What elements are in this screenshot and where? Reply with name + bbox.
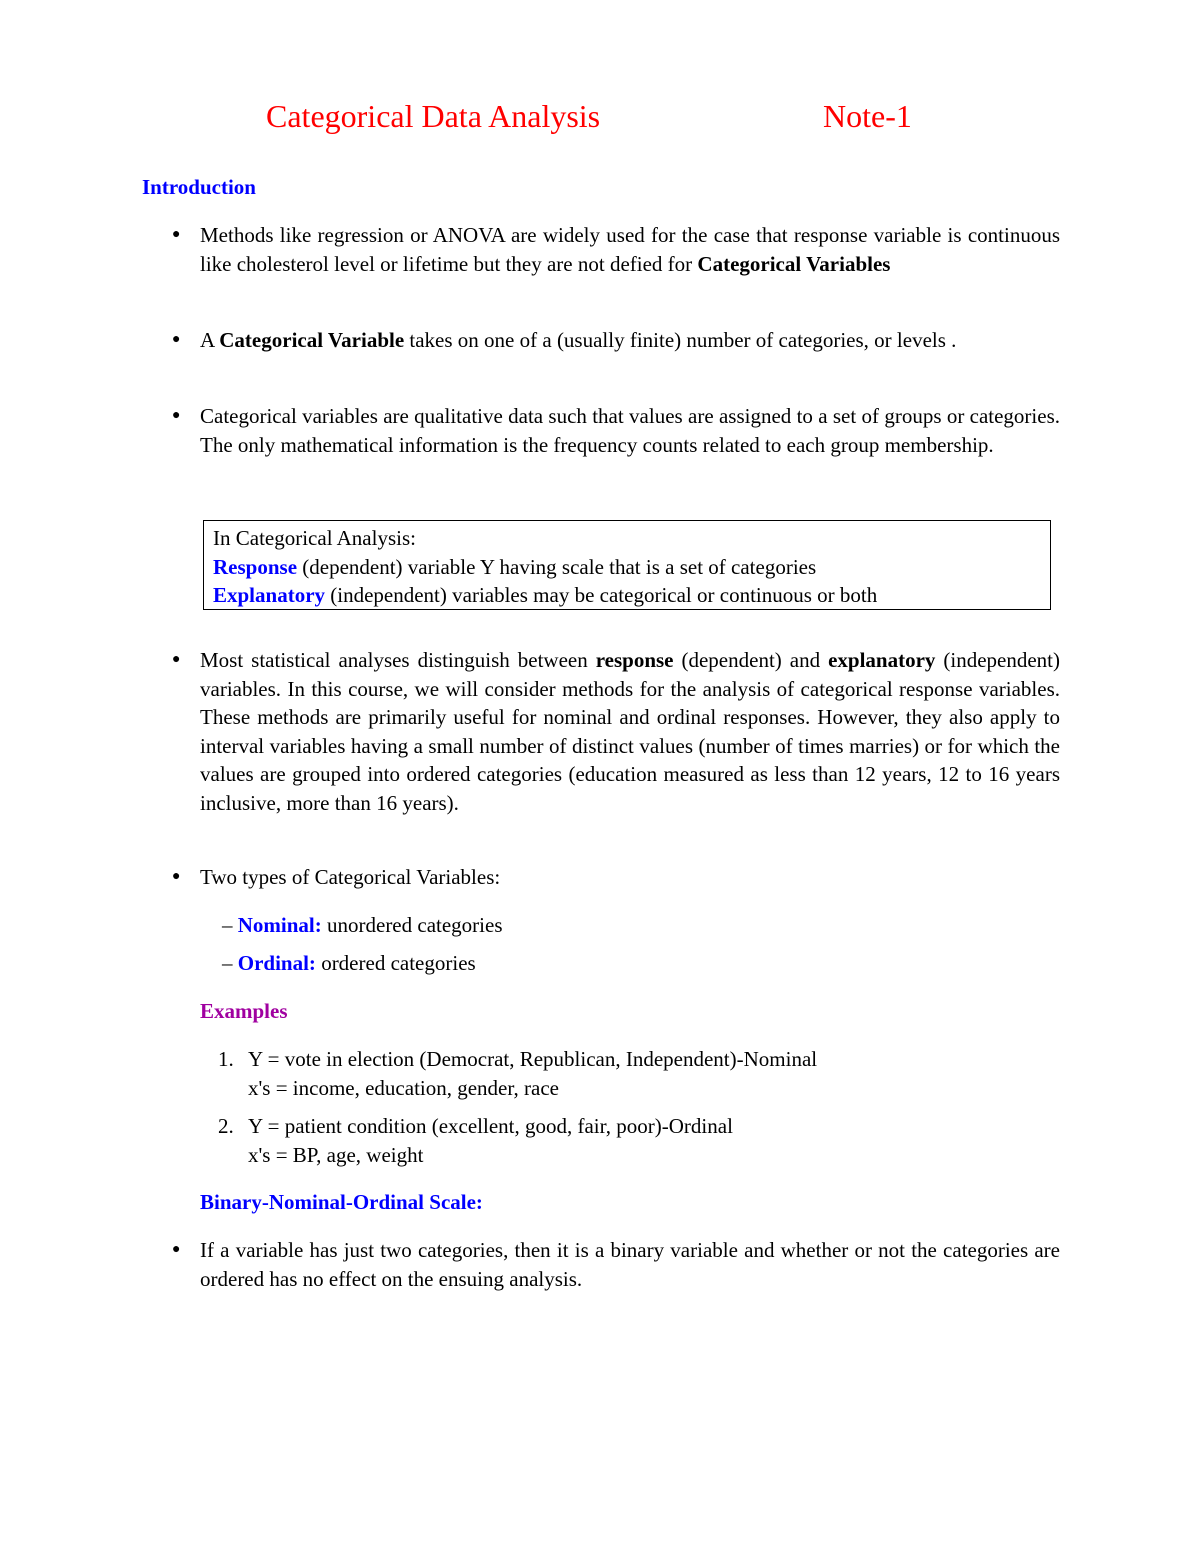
intro-heading: Introduction [142, 175, 256, 199]
title-main: Categorical Data Analysis [266, 98, 601, 134]
bullet-body: Methods like regression or ANOVA are widely used for the case that response variable is continuous like cholesterol level or lifetime but they are not defied for Categorical Variables [200, 223, 1060, 276]
bullet-icon: ● [172, 332, 181, 347]
dash-icon: – [222, 913, 233, 937]
bullet-icon: ● [172, 408, 181, 423]
bullet-body: If a variable has just two categories, then it is a binary variable and whether or not the categories are ordered has no effect on the ensuing analysis. [200, 1238, 1060, 1291]
title-note-number: Note-1 [823, 98, 912, 134]
bullet-body: Categorical variables are qualitative data such that values are assigned to a set of groups or categories. The only mathematical information is the frequency counts related to each group membership. [200, 404, 1060, 457]
box-explanatory-line: Explanatory (independent) variables may be categorical or continuous or both [213, 583, 878, 607]
scale-heading: Binary-Nominal-Ordinal Scale: [200, 1190, 483, 1214]
bullet-icon: ● [172, 652, 181, 667]
type-nominal: – Nominal: unordered categories [222, 913, 503, 937]
box-response-line: Response (dependent) variable Y having scale that is a set of categories [213, 554, 817, 579]
page-title [0, 92, 1200, 142]
box-heading: In Categorical Analysis: [213, 526, 416, 550]
bullet-icon: ● [172, 227, 181, 242]
bullet-body: A Categorical Variable takes on one of a (usually finite) number of categories, or levels . [200, 328, 957, 352]
bullet-body: Two types of Categorical Variables: [200, 865, 501, 889]
bullet-icon: ● [172, 869, 181, 884]
type-ordinal: – Ordinal: ordered categories [222, 951, 476, 975]
document-page: Categorical Data Analysis Note-1 Introduction ● Methods like regression or ANOVA are widely used for the case that response variable is continuous like cholesterol level or lifetime but they are not defied for Categorical Variables ● A Categorical Variable takes on one of a (usually finite) number of categories, or levels . ● Categorical variables are qualitative data such that values are assigned to a set of groups or categories. The only mathematical information is the frequency counts related to each group membership. In Categorical Analysis: Response (dependent) variable Y having scale that is a set of categories Explanatory (independent) variables may be categorical or continuous or both ● Most statistical analyses distinguish between response (dependent) and explanatory (independent) variables. In this course, we will consider methods for the analysis of categorical response variables. These methods are primarily useful for nominal and ordinal responses. However, they also apply to interval variables having a small number of distinct values (number of times marries) or for which the values are grouped into ordered categories (education measured as less than 12 years, 12 to 16 years inclusive, more than 16 years). ● Two types of Categorical Variables: – Nominal: unordered categories – Ordinal: ordered categories Examples 1. Y = vote in election (Democrat, Republican, Independent)-Nominal x's = income, education, gender, race 2. Y = patient condition (excellent, good, fair, poor)-Ordinal x's = BP, age, weight Binary-Nominal-Ordinal Scale: ● If a variable has just two categories, then it is a binary variable and whether or not the categories are ordered has no effect on the ensuing analysis. [0, 0, 1200, 1553]
analysis-box [203, 520, 1051, 610]
bullet-body: Most statistical analyses distinguish between response (dependent) and explanatory (independent) variables. In this course, we will consider methods for the analysis of categorical response variables. These methods are primarily useful for nominal and ordinal responses. However, they also apply to interval variables having a small number of distinct values (number of times marries) or for which the values are grouped into ordered categories (education measured as less than 12 years, 12 to 16 years inclusive, more than 16 years). [200, 648, 1060, 815]
bullet-icon: ● [172, 1242, 181, 1257]
dash-icon: – [222, 951, 233, 975]
examples-heading: Examples [200, 999, 288, 1023]
